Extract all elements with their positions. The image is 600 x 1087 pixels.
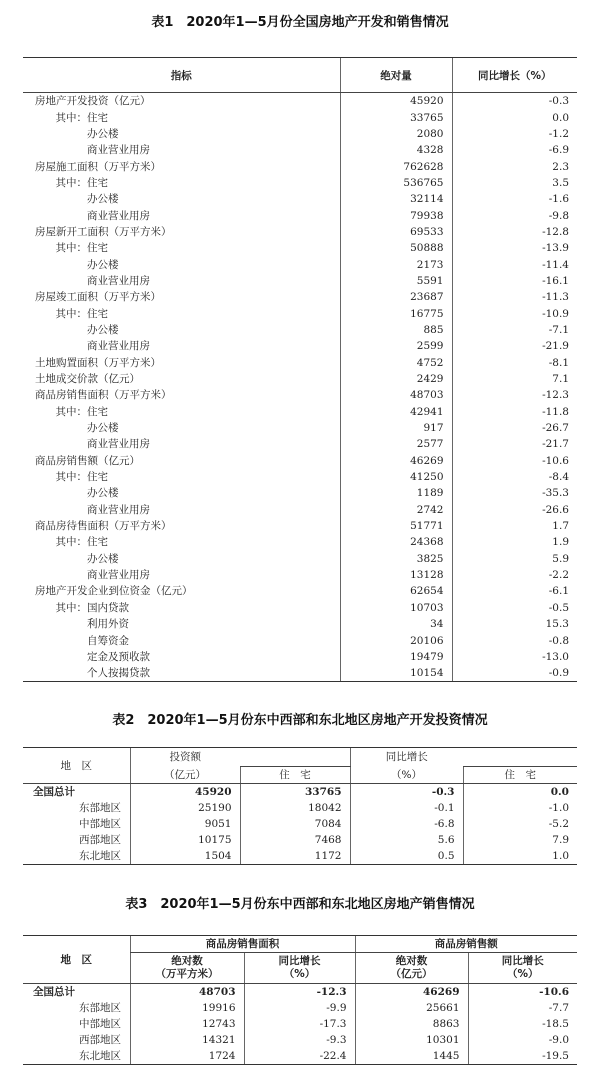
growth-value: -26.7	[542, 422, 569, 435]
indicator-prefix: 其中：	[55, 111, 87, 124]
indicator-cell	[23, 453, 340, 469]
indicator-prefix: 其中：	[55, 307, 87, 320]
growth-res-value: 0.0	[463, 784, 577, 801]
indicator-label: 自筹资金	[87, 634, 129, 647]
table-row	[23, 207, 577, 223]
table-row	[23, 322, 577, 338]
table-row	[23, 567, 577, 583]
invest-res-value: 7468	[240, 832, 350, 848]
table-row	[23, 109, 577, 125]
indicator-prefix: 其中：	[55, 242, 87, 255]
growth-value: -1.6	[548, 193, 569, 206]
t2-header-region: 地 区	[23, 748, 130, 784]
indicator-cell	[23, 175, 340, 191]
absolute-value: 69533	[340, 224, 452, 240]
growth-res-value: -5.2	[463, 816, 577, 832]
growth-value: 1.9	[552, 536, 569, 549]
invest-res-value: 18042	[240, 800, 350, 816]
region-cell: 全国总计	[33, 986, 75, 998]
growth-value: -12.8	[542, 225, 569, 238]
growth-res-value: 1.0	[463, 848, 577, 864]
region-cell: 全国总计	[33, 786, 75, 798]
sales-growth-value: -18.5	[468, 1016, 577, 1032]
invest-value: 1504	[130, 848, 240, 864]
indicator-cell	[23, 109, 340, 125]
indicator-cell	[23, 289, 340, 305]
table1	[23, 57, 577, 682]
table-row	[23, 848, 577, 864]
table-row	[23, 816, 577, 832]
table-row	[23, 485, 577, 501]
indicator-cell	[23, 207, 340, 223]
growth-value: 5.9	[552, 552, 569, 565]
indicator-label: 办公楼	[87, 193, 119, 206]
sales-growth-value: -19.5	[468, 1048, 577, 1064]
table1-title: 表1 2020年1—5月份全国房地产开发和销售情况	[151, 15, 449, 30]
growth-value: -11.4	[542, 258, 569, 271]
absolute-value: 50888	[340, 240, 452, 256]
indicator-cell	[23, 371, 340, 387]
indicator-cell	[23, 649, 340, 665]
growth-value: -26.6	[542, 503, 569, 516]
growth-res-value: 7.9	[463, 832, 577, 848]
indicator-label: 商业营业用房	[87, 209, 150, 222]
indicator-label: 办公楼	[87, 552, 119, 565]
absolute-value: 48703	[340, 387, 452, 403]
sales-growth-value: -10.6	[468, 984, 577, 1001]
sales-value: 25661	[355, 1000, 468, 1016]
indicator-label: 商业营业用房	[87, 503, 150, 516]
absolute-value: 79938	[340, 207, 452, 223]
indicator-cell	[23, 273, 340, 289]
table-row	[23, 355, 577, 371]
indicator-cell	[23, 126, 340, 142]
growth-value: -8.4	[548, 471, 569, 484]
indicator-label: 商品房待售面积（万平方米）	[35, 520, 172, 533]
growth-value: -6.1	[548, 585, 569, 598]
table-row	[23, 273, 577, 289]
region-cell: 东北地区	[79, 850, 121, 862]
t2-header-growth-res: 住 宅	[463, 767, 577, 784]
absolute-value: 33765	[340, 109, 452, 125]
absolute-value: 5591	[340, 273, 452, 289]
header-absolute: 绝对量	[340, 58, 452, 93]
invest-res-value: 33765	[240, 784, 350, 801]
indicator-label: 商业营业用房	[87, 274, 150, 287]
indicator-label: 商业营业用房	[87, 569, 150, 582]
table-row	[23, 1048, 577, 1064]
table-row	[23, 1032, 577, 1048]
t2-header-invest-res: 住 宅	[240, 767, 350, 784]
region-cell: 东部地区	[79, 1002, 121, 1014]
absolute-value: 2080	[340, 126, 452, 142]
table-row	[23, 665, 577, 681]
indicator-label: 房屋竣工面积（万平方米）	[35, 291, 161, 304]
t2-header-growth-unit: （%）	[350, 767, 463, 784]
table-row	[23, 632, 577, 648]
indicator-label: 办公楼	[87, 127, 119, 140]
growth-value: -0.3	[350, 784, 463, 801]
indicator-cell	[23, 534, 340, 550]
table-row	[23, 371, 577, 387]
absolute-value: 41250	[340, 469, 452, 485]
t3-header-sales: 商品房销售额	[355, 936, 577, 953]
area-growth-value: -9.9	[244, 1000, 355, 1016]
absolute-value: 10154	[340, 665, 452, 681]
table-row	[23, 224, 577, 240]
growth-value: 15.3	[545, 618, 569, 631]
absolute-value: 51771	[340, 518, 452, 534]
indicator-label: 利用外资	[87, 618, 129, 631]
indicator-prefix: 其中：	[55, 601, 87, 614]
sales-value: 8863	[355, 1016, 468, 1032]
indicator-label: 国内贷款	[87, 601, 129, 614]
sales-growth-value: -9.0	[468, 1032, 577, 1048]
growth-value: -6.8	[350, 816, 463, 832]
indicator-cell	[23, 420, 340, 436]
growth-value: -35.3	[542, 487, 569, 500]
table-row	[23, 1000, 577, 1016]
growth-value: -10.6	[542, 454, 569, 467]
growth-value: 0.0	[552, 111, 569, 124]
indicator-label: 商品房销售额（亿元）	[35, 454, 140, 467]
table-row	[23, 256, 577, 272]
t3-header-region: 地 区	[23, 936, 130, 984]
growth-value: -9.8	[548, 209, 569, 222]
indicator-cell	[23, 600, 340, 616]
table-row	[23, 453, 577, 469]
table-row	[23, 420, 577, 436]
indicator-label: 办公楼	[87, 258, 119, 271]
table-row	[23, 158, 577, 174]
absolute-value: 2429	[340, 371, 452, 387]
absolute-value: 13128	[340, 567, 452, 583]
indicator-prefix: 其中：	[55, 471, 87, 484]
indicator-label: 办公楼	[87, 422, 119, 435]
indicator-label: 住宅	[87, 405, 108, 418]
table2-title: 表2 2020年1—5月份东中西部和东北地区房地产开发投资情况	[112, 713, 488, 728]
area-growth-value: -17.3	[244, 1016, 355, 1032]
indicator-label: 房屋施工面积（万平方米）	[35, 160, 161, 173]
region-cell: 东部地区	[79, 802, 121, 814]
indicator-cell	[23, 567, 340, 583]
invest-value: 45920	[130, 784, 240, 801]
table-row	[23, 175, 577, 191]
table-row	[23, 616, 577, 632]
indicator-cell	[23, 502, 340, 518]
indicator-cell	[23, 518, 340, 534]
growth-value: -21.7	[542, 438, 569, 451]
indicator-label: 定金及预收款	[87, 650, 150, 663]
absolute-value: 3825	[340, 551, 452, 567]
indicator-label: 土地成交价款（亿元）	[35, 373, 140, 386]
absolute-value: 762628	[340, 158, 452, 174]
indicator-cell	[23, 240, 340, 256]
absolute-value: 4328	[340, 142, 452, 158]
area-growth-value: -12.3	[244, 984, 355, 1001]
growth-value: 7.1	[552, 373, 569, 386]
absolute-value: 19479	[340, 649, 452, 665]
growth-value: 0.5	[350, 848, 463, 864]
t2-header-invest-unit: （亿元）	[130, 767, 240, 784]
indicator-label: 房地产开发投资（亿元）	[35, 95, 151, 108]
absolute-value: 20106	[340, 632, 452, 648]
table-row	[23, 126, 577, 142]
table-row	[23, 551, 577, 567]
growth-value: -21.9	[542, 340, 569, 353]
indicator-label: 办公楼	[87, 323, 119, 336]
growth-value: -6.9	[548, 144, 569, 157]
table-row	[23, 1016, 577, 1032]
invest-value: 10175	[130, 832, 240, 848]
t3-header-area-growth: 同比增长 （%）	[244, 953, 355, 984]
absolute-value: 23687	[340, 289, 452, 305]
table-row	[23, 142, 577, 158]
absolute-value: 34	[340, 616, 452, 632]
growth-value: -1.2	[548, 127, 569, 140]
growth-value: -10.9	[542, 307, 569, 320]
growth-value: 2.3	[552, 160, 569, 173]
absolute-value: 2577	[340, 436, 452, 452]
table-row	[23, 984, 577, 1001]
table-row	[23, 305, 577, 321]
indicator-cell	[23, 256, 340, 272]
indicator-label: 个人按揭贷款	[87, 667, 150, 680]
growth-res-value: -1.0	[463, 800, 577, 816]
table-row	[23, 518, 577, 534]
area-value: 12743	[130, 1016, 244, 1032]
table-row	[23, 436, 577, 452]
indicator-label: 住宅	[87, 242, 108, 255]
table-row	[23, 784, 577, 801]
absolute-value: 4752	[340, 355, 452, 371]
growth-value: -13.9	[542, 242, 569, 255]
absolute-value: 1189	[340, 485, 452, 501]
indicator-cell	[23, 387, 340, 403]
region-cell: 西部地区	[79, 834, 121, 846]
area-growth-value: -9.3	[244, 1032, 355, 1048]
absolute-value: 885	[340, 322, 452, 338]
growth-value: -0.3	[548, 95, 569, 108]
growth-value: -13.0	[542, 650, 569, 663]
absolute-value: 2173	[340, 256, 452, 272]
indicator-label: 办公楼	[87, 487, 119, 500]
table-row	[23, 649, 577, 665]
region-cell: 中部地区	[79, 818, 121, 830]
absolute-value: 536765	[340, 175, 452, 191]
growth-value: -8.1	[548, 356, 569, 369]
indicator-cell	[23, 322, 340, 338]
indicator-cell	[23, 142, 340, 158]
indicator-cell	[23, 191, 340, 207]
invest-res-value: 7084	[240, 816, 350, 832]
region-cell: 东北地区	[79, 1050, 121, 1062]
absolute-value: 42941	[340, 404, 452, 420]
t2-header-growth: 同比增长	[350, 748, 463, 767]
indicator-cell	[23, 305, 340, 321]
absolute-value: 32114	[340, 191, 452, 207]
indicator-cell	[23, 616, 340, 632]
table3	[23, 935, 577, 1065]
table-row	[23, 600, 577, 616]
sales-value: 46269	[355, 984, 468, 1001]
t3-header-area-abs: 绝对数 （万平方米）	[130, 953, 244, 984]
growth-value: -2.2	[548, 569, 569, 582]
sales-value: 10301	[355, 1032, 468, 1048]
absolute-value: 46269	[340, 453, 452, 469]
table3-title: 表3 2020年1—5月份东中西部和东北地区房地产销售情况	[125, 897, 475, 912]
area-growth-value: -22.4	[244, 1048, 355, 1064]
table-row	[23, 469, 577, 485]
growth-value: -12.3	[542, 389, 569, 402]
region-cell: 西部地区	[79, 1034, 121, 1046]
indicator-cell	[23, 469, 340, 485]
area-value: 48703	[130, 984, 244, 1001]
header-indicator: 指标	[23, 58, 340, 93]
indicator-cell	[23, 485, 340, 501]
invest-res-value: 1172	[240, 848, 350, 864]
growth-value: 3.5	[552, 176, 569, 189]
header-growth: 同比增长（%）	[452, 58, 577, 93]
indicator-prefix: 其中：	[55, 536, 87, 549]
growth-value: -16.1	[542, 274, 569, 287]
indicator-label: 房屋新开工面积（万平方米）	[35, 225, 172, 238]
indicator-cell	[23, 355, 340, 371]
growth-value: -11.8	[542, 405, 569, 418]
table-row	[23, 502, 577, 518]
indicator-label: 土地购置面积（万平方米）	[35, 356, 161, 369]
absolute-value: 10703	[340, 600, 452, 616]
growth-value: -0.9	[548, 667, 569, 680]
absolute-value: 917	[340, 420, 452, 436]
indicator-prefix: 其中：	[55, 405, 87, 418]
table-row	[23, 583, 577, 599]
indicator-cell	[23, 224, 340, 240]
invest-value: 25190	[130, 800, 240, 816]
table-row	[23, 240, 577, 256]
indicator-cell	[23, 404, 340, 420]
indicator-label: 商品房销售面积（万平方米）	[35, 389, 172, 402]
indicator-label: 商业营业用房	[87, 144, 150, 157]
absolute-value: 2742	[340, 502, 452, 518]
table-row	[23, 404, 577, 420]
indicator-cell	[23, 632, 340, 648]
t2-header-invest: 投资额	[130, 748, 240, 767]
indicator-label: 住宅	[87, 176, 108, 189]
indicator-label: 住宅	[87, 471, 108, 484]
absolute-value: 2599	[340, 338, 452, 354]
area-value: 19916	[130, 1000, 244, 1016]
growth-value: -7.1	[548, 323, 569, 336]
indicator-cell	[23, 338, 340, 354]
region-cell: 中部地区	[79, 1018, 121, 1030]
absolute-value: 16775	[340, 305, 452, 321]
indicator-label: 房地产开发企业到位资金（亿元）	[35, 585, 193, 598]
table-row	[23, 289, 577, 305]
absolute-value: 24368	[340, 534, 452, 550]
t3-header-area: 商品房销售面积	[130, 936, 355, 953]
indicator-label: 商业营业用房	[87, 438, 150, 451]
growth-value: -11.3	[542, 291, 569, 304]
indicator-cell	[23, 436, 340, 452]
table-row	[23, 338, 577, 354]
growth-value: -0.1	[350, 800, 463, 816]
growth-value: -0.5	[548, 601, 569, 614]
table-row	[23, 832, 577, 848]
t3-header-sales-growth: 同比增长 （%）	[468, 953, 577, 984]
sales-growth-value: -7.7	[468, 1000, 577, 1016]
table-row	[23, 93, 577, 110]
indicator-label: 住宅	[87, 111, 108, 124]
t3-header-sales-abs: 绝对数 （亿元）	[355, 953, 468, 984]
indicator-label: 住宅	[87, 536, 108, 549]
table-row	[23, 387, 577, 403]
sales-value: 1445	[355, 1048, 468, 1064]
table-row	[23, 534, 577, 550]
indicator-label: 商业营业用房	[87, 340, 150, 353]
indicator-label: 住宅	[87, 307, 108, 320]
indicator-cell	[23, 158, 340, 174]
indicator-prefix: 其中：	[55, 176, 87, 189]
table-row	[23, 191, 577, 207]
absolute-value: 62654	[340, 583, 452, 599]
growth-value: 5.6	[350, 832, 463, 848]
indicator-cell	[23, 665, 340, 681]
table2	[23, 747, 577, 865]
area-value: 1724	[130, 1048, 244, 1064]
absolute-value: 45920	[340, 93, 452, 110]
indicator-cell	[23, 551, 340, 567]
area-value: 14321	[130, 1032, 244, 1048]
invest-value: 9051	[130, 816, 240, 832]
table-row	[23, 800, 577, 816]
indicator-cell	[23, 583, 340, 599]
growth-value: -0.8	[548, 634, 569, 647]
growth-value: 1.7	[552, 520, 569, 533]
indicator-cell	[23, 93, 340, 110]
